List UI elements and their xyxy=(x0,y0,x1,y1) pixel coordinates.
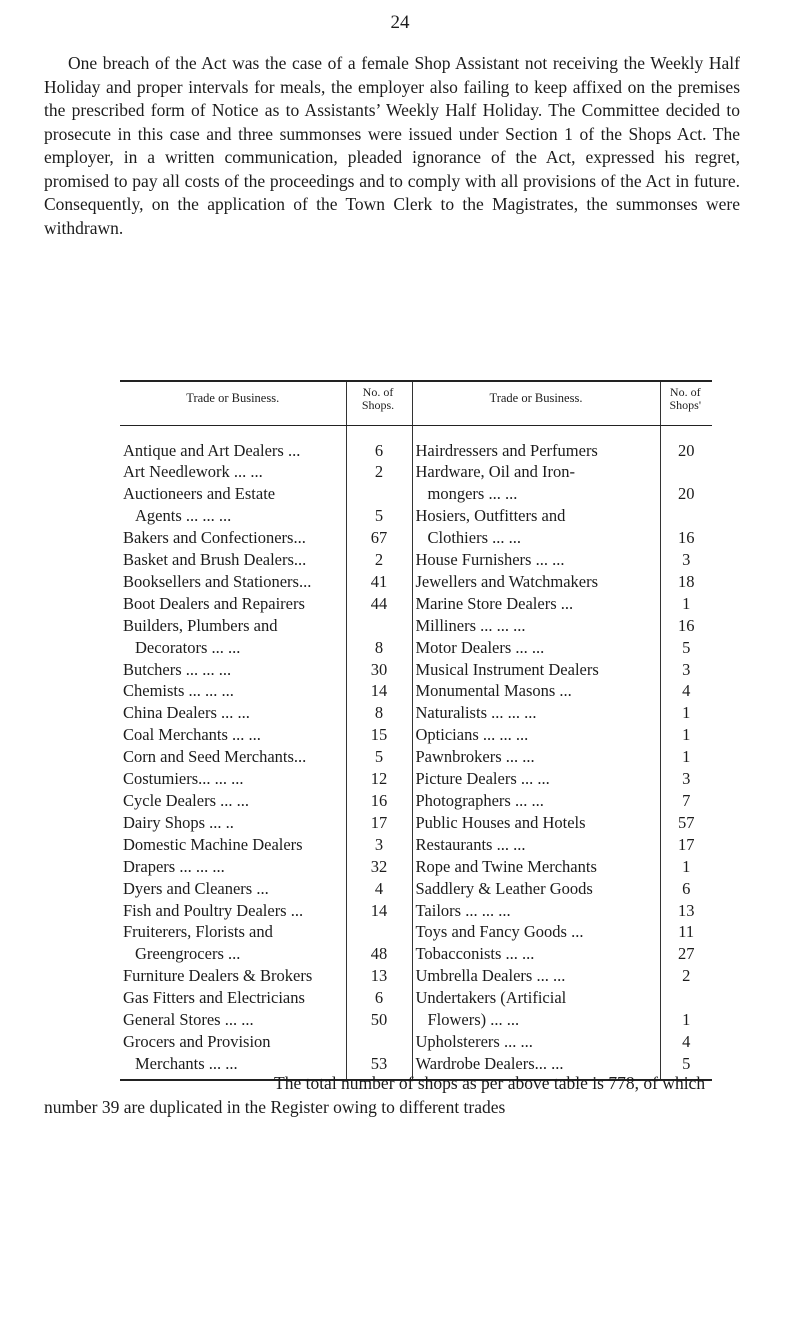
left-count-text: 44 xyxy=(370,593,388,613)
right-count-cell xyxy=(660,724,712,746)
right-count-cell xyxy=(660,878,712,900)
table-row xyxy=(120,965,712,987)
right-count-cell xyxy=(660,768,712,790)
table-row xyxy=(120,571,712,593)
table-row xyxy=(120,768,712,790)
table-row xyxy=(120,702,712,724)
table-row xyxy=(120,615,712,637)
right-trade-text: Naturalists ... ... ... xyxy=(415,703,537,723)
left-count-cell xyxy=(346,768,412,790)
right-trade-cell xyxy=(412,834,660,856)
right-trade-text: Photographers ... ... xyxy=(415,791,544,810)
right-count-cell xyxy=(660,1009,712,1031)
table-row xyxy=(120,856,712,878)
right-count-cell xyxy=(660,593,712,615)
right-trade-text: Rope and Twine Merchants xyxy=(415,856,597,876)
right-count-cell xyxy=(660,812,712,834)
left-count-cell xyxy=(346,790,412,812)
left-trade-cell xyxy=(120,746,346,768)
table-row xyxy=(120,834,712,856)
right-count-cell xyxy=(660,900,712,922)
right-trade-text: Wardrobe Dealers... ... xyxy=(415,1053,564,1073)
table-row xyxy=(120,593,712,615)
table-row xyxy=(120,746,712,768)
right-count-cell xyxy=(660,965,712,987)
right-trade-cell xyxy=(412,702,660,724)
left-count-text: 41 xyxy=(370,571,388,591)
left-trade-cell xyxy=(120,593,346,615)
left-trade-text: Gas Fitters and Electricians xyxy=(123,988,305,1008)
left-trade-cell xyxy=(120,615,346,637)
right-count-text: 7 xyxy=(682,791,691,810)
left-count-cell xyxy=(346,856,412,878)
table-row xyxy=(120,943,712,965)
left-trade-text: Builders, Plumbers and xyxy=(123,615,278,635)
left-count-text: 3 xyxy=(374,834,384,854)
header-trade-right: Trade or Business. xyxy=(412,381,660,425)
right-trade-cell xyxy=(412,659,660,681)
right-trade-cell xyxy=(412,571,660,593)
right-count-text: 1 xyxy=(682,593,691,613)
right-trade-cell xyxy=(412,746,660,768)
left-trade-cell xyxy=(120,527,346,549)
left-count-cell xyxy=(346,746,412,768)
left-trade-text: Corn and Seed Merchants... xyxy=(123,747,307,767)
table-row xyxy=(120,461,712,483)
table-header-row xyxy=(120,381,712,425)
right-trade-text: Upholsterers ... ... xyxy=(415,1031,533,1051)
left-trade-cell xyxy=(120,790,346,812)
table-row xyxy=(120,921,712,943)
left-count-text: 12 xyxy=(370,769,388,789)
right-trade-text: Picture Dealers ... ... xyxy=(415,769,550,789)
right-trade-text: Undertakers (Artificial xyxy=(415,988,567,1008)
right-count-cell xyxy=(660,483,712,505)
left-trade-text: Fish and Poultry Dealers ... xyxy=(123,900,304,920)
right-trade-text: Hardware, Oil and Iron- xyxy=(415,462,575,482)
table-row xyxy=(120,900,712,922)
left-trade-text: Dyers and Cleaners ... xyxy=(123,878,269,898)
left-trade-cell xyxy=(120,856,346,878)
left-count-text: 15 xyxy=(370,725,388,745)
right-trade-text: Hosiers, Outfitters and xyxy=(415,506,566,526)
right-count-text: 3 xyxy=(682,550,691,570)
left-trade-text: Furniture Dealers & Brokers xyxy=(123,966,313,986)
right-count-text: 3 xyxy=(682,769,691,789)
right-trade-cell xyxy=(412,768,660,790)
right-count-text: 1 xyxy=(682,856,691,876)
table-row xyxy=(120,505,712,527)
right-trade-text: Motor Dealers ... ... xyxy=(415,637,545,657)
right-trade-cell xyxy=(412,724,660,746)
right-trade-cell xyxy=(412,615,660,637)
right-trade-text: Milliners ... ... ... xyxy=(415,615,526,635)
table-row xyxy=(120,790,712,812)
left-count-text: 13 xyxy=(370,966,388,986)
left-count-text: 5 xyxy=(374,506,384,526)
left-trade-text: Basket and Brush Dealers... xyxy=(123,550,307,570)
right-trade-text: mongers ... ... xyxy=(427,484,518,504)
right-count-cell xyxy=(660,746,712,768)
left-trade-cell xyxy=(120,505,346,527)
right-count-text: 4 xyxy=(682,1031,691,1051)
left-count-cell xyxy=(346,615,412,637)
left-count-text: 30 xyxy=(370,659,388,679)
left-count-cell xyxy=(346,921,412,943)
right-count-text: 3 xyxy=(682,659,691,679)
right-trade-text: Hairdressers and Perfumers xyxy=(415,440,598,460)
table-row xyxy=(120,1031,712,1053)
left-count-text: 32 xyxy=(370,856,388,876)
right-count-cell xyxy=(660,1031,712,1053)
left-trade-cell xyxy=(120,637,346,659)
right-trade-text: Monumental Masons ... xyxy=(415,681,572,701)
left-trade-cell xyxy=(120,768,346,790)
right-count-text: 1 xyxy=(682,703,691,723)
left-trade-cell xyxy=(120,483,346,505)
left-count-text: 2 xyxy=(374,462,384,482)
left-count-text: 16 xyxy=(370,791,388,810)
intro-paragraph: One breach of the Act was the case of a female Shop Assistant not receiving the Weekly Half Holiday and proper intervals for meals, the employer also failing to keep affixed on the premises the prescribed form of Notice as to Assistants’ Weekly Half Holiday. The Committee decided to prosecute in this case and three summonses were issued under Section 1 of the Shops Act. The employer, in a written communication, pleaded ignorance of the Act, expressed his regret, promised to pay all costs of the proceedings and to comply with all provisions of the Act in future. Consequently, on the application of the Town Clerk to the Magistrates, the summonses were withdrawn. xyxy=(44,53,740,238)
right-count-text: 5 xyxy=(682,637,691,657)
left-trade-text: Costumiers... ... ... xyxy=(123,769,244,789)
left-trade-text: Boot Dealers and Repairers xyxy=(123,593,305,613)
right-count-text: 6 xyxy=(682,878,691,898)
left-trade-text: Drapers ... ... ... xyxy=(123,856,225,876)
right-trade-cell xyxy=(412,461,660,483)
left-count-text: 4 xyxy=(374,878,384,898)
right-count-text: 13 xyxy=(678,900,695,920)
right-trade-text: Marine Store Dealers ... xyxy=(415,593,574,613)
left-trade-text: China Dealers ... ... xyxy=(123,703,250,723)
left-trade-text: Coal Merchants ... ... xyxy=(123,725,261,745)
left-trade-cell xyxy=(120,834,346,856)
right-trade-text: Umbrella Dealers ... ... xyxy=(415,966,566,986)
left-count-cell xyxy=(346,505,412,527)
left-trade-text: Cycle Dealers ... ... xyxy=(123,791,249,810)
right-trade-text: Toys and Fancy Goods ... xyxy=(415,922,584,942)
left-trade-cell xyxy=(120,900,346,922)
left-trade-text: Butchers ... ... ... xyxy=(123,659,232,679)
left-count-text: 5 xyxy=(374,747,384,767)
right-count-text: 1 xyxy=(682,725,691,745)
left-count-text: 48 xyxy=(370,944,388,964)
left-count-cell xyxy=(346,593,412,615)
right-trade-cell xyxy=(412,593,660,615)
left-trade-text: Decorators ... ... xyxy=(135,637,241,657)
left-trade-text: Agents ... ... ... xyxy=(135,506,232,526)
left-count-cell xyxy=(346,461,412,483)
left-trade-text: Art Needlework ... ... xyxy=(123,462,263,482)
left-count-cell xyxy=(346,483,412,505)
left-count-cell xyxy=(346,965,412,987)
right-trade-text: Flowers) ... ... xyxy=(427,1010,520,1030)
left-trade-cell xyxy=(120,571,346,593)
left-count-cell xyxy=(346,943,412,965)
right-trade-cell xyxy=(412,505,660,527)
right-count-cell xyxy=(660,505,712,527)
right-trade-text: Restaurants ... ... xyxy=(415,834,526,854)
table-body xyxy=(120,425,712,1080)
left-trade-cell xyxy=(120,724,346,746)
left-count-cell xyxy=(346,637,412,659)
left-trade-cell xyxy=(120,987,346,1009)
left-trade-cell xyxy=(120,878,346,900)
table-row xyxy=(120,724,712,746)
left-count-cell xyxy=(346,527,412,549)
table-row xyxy=(120,549,712,571)
left-trade-cell xyxy=(120,965,346,987)
left-count-cell xyxy=(346,659,412,681)
left-count-cell xyxy=(346,724,412,746)
left-count-cell xyxy=(346,549,412,571)
right-trade-cell xyxy=(412,812,660,834)
right-count-cell xyxy=(660,680,712,702)
left-count-text: 6 xyxy=(374,988,384,1008)
right-count-cell xyxy=(660,549,712,571)
table-row xyxy=(120,637,712,659)
left-count-text: 17 xyxy=(370,812,388,832)
left-trade-text: Fruiterers, Florists and xyxy=(123,922,273,942)
right-count-cell xyxy=(660,571,712,593)
right-count-cell xyxy=(660,943,712,965)
right-count-text: 16 xyxy=(678,528,695,548)
right-trade-cell xyxy=(412,987,660,1009)
table-row xyxy=(120,527,712,549)
left-trade-text: Domestic Machine Dealers xyxy=(123,834,303,854)
right-count-text: 20 xyxy=(678,440,695,460)
header-shops-right: No. of Shops' xyxy=(660,381,712,425)
right-trade-text: Opticians ... ... ... xyxy=(415,725,529,745)
left-trade-text: Dairy Shops ... .. xyxy=(123,812,234,832)
left-count-cell xyxy=(346,812,412,834)
right-count-cell xyxy=(660,440,712,462)
right-trade-text: Tailors ... ... ... xyxy=(415,900,511,920)
table-row xyxy=(120,987,712,1009)
header-shops-left: No. of Shops. xyxy=(346,381,412,425)
shops-table xyxy=(120,380,712,1081)
right-count-text: 27 xyxy=(678,944,695,964)
right-count-cell xyxy=(660,834,712,856)
right-count-text: 5 xyxy=(682,1053,691,1073)
left-count-text: 6 xyxy=(374,440,384,460)
table-spacer-row xyxy=(120,425,712,440)
left-trade-cell xyxy=(120,549,346,571)
table-row xyxy=(120,812,712,834)
left-trade-cell xyxy=(120,680,346,702)
right-count-text: 17 xyxy=(678,834,695,854)
left-trade-cell xyxy=(120,440,346,462)
right-trade-cell xyxy=(412,680,660,702)
right-trade-cell xyxy=(412,440,660,462)
left-count-cell xyxy=(346,834,412,856)
left-count-cell xyxy=(346,900,412,922)
right-count-cell xyxy=(660,856,712,878)
left-trade-cell xyxy=(120,1031,346,1053)
table-row xyxy=(120,878,712,900)
right-trade-cell xyxy=(412,900,660,922)
left-count-cell xyxy=(346,1031,412,1053)
header-trade-left: Trade or Business. xyxy=(120,381,346,425)
right-count-text: 1 xyxy=(682,747,691,767)
right-trade-cell xyxy=(412,790,660,812)
right-count-cell xyxy=(660,659,712,681)
left-trade-text: Merchants ... ... xyxy=(135,1053,238,1073)
right-trade-cell xyxy=(412,483,660,505)
left-trade-cell xyxy=(120,702,346,724)
left-count-cell xyxy=(346,1009,412,1031)
left-count-text: 2 xyxy=(374,550,384,570)
right-count-text: 1 xyxy=(682,1010,691,1030)
left-count-text: 67 xyxy=(370,528,388,548)
left-count-cell xyxy=(346,878,412,900)
table-row xyxy=(120,1009,712,1031)
right-trade-cell xyxy=(412,549,660,571)
right-trade-cell xyxy=(412,527,660,549)
right-count-text: 18 xyxy=(678,571,695,591)
left-trade-cell xyxy=(120,812,346,834)
right-count-cell xyxy=(660,527,712,549)
right-count-cell xyxy=(660,615,712,637)
left-trade-text: Booksellers and Stationers... xyxy=(123,571,312,591)
closing-paragraph: The total number of shops as per above table is 778, of which number 39 are duplicated in the Register owing to different trades xyxy=(44,1073,706,1117)
left-count-text: 14 xyxy=(370,900,388,920)
left-trade-text: Auctioneers and Estate xyxy=(123,484,276,504)
right-count-cell xyxy=(660,702,712,724)
right-count-text: 4 xyxy=(682,681,691,701)
table-row xyxy=(120,680,712,702)
left-trade-text: Antique and Art Dealers ... xyxy=(123,440,301,460)
left-count-text: 8 xyxy=(374,703,384,723)
left-count-text: 53 xyxy=(370,1053,388,1073)
right-count-text: 2 xyxy=(682,966,691,986)
table-row xyxy=(120,440,712,462)
left-count-cell xyxy=(346,987,412,1009)
left-trade-text: Chemists ... ... ... xyxy=(123,681,234,701)
left-count-cell xyxy=(346,571,412,593)
left-trade-text: Greengrocers ... xyxy=(135,944,241,964)
left-trade-text: General Stores ... ... xyxy=(123,1010,254,1030)
left-count-cell xyxy=(346,680,412,702)
left-trade-text: Bakers and Confectioners... xyxy=(123,528,306,548)
right-trade-cell xyxy=(412,1031,660,1053)
right-trade-text: Jewellers and Watchmakers xyxy=(415,571,599,591)
right-trade-cell xyxy=(412,637,660,659)
right-trade-text: Saddlery & Leather Goods xyxy=(415,878,593,898)
right-trade-text: House Furnishers ... ... xyxy=(415,550,565,570)
right-trade-cell xyxy=(412,878,660,900)
left-count-cell xyxy=(346,702,412,724)
right-count-text: 20 xyxy=(678,484,695,504)
left-trade-cell xyxy=(120,461,346,483)
table-row xyxy=(120,659,712,681)
right-trade-cell xyxy=(412,856,660,878)
right-count-cell xyxy=(660,921,712,943)
left-trade-cell xyxy=(120,659,346,681)
left-count-text: 50 xyxy=(370,1010,388,1030)
page-number: 24 xyxy=(390,12,410,33)
right-trade-text: Clothiers ... ... xyxy=(427,528,521,548)
left-count-text: 14 xyxy=(370,681,388,701)
right-count-cell xyxy=(660,637,712,659)
right-trade-cell xyxy=(412,921,660,943)
left-count-cell xyxy=(346,440,412,462)
right-count-cell xyxy=(660,790,712,812)
left-trade-cell xyxy=(120,1009,346,1031)
right-count-cell xyxy=(660,461,712,483)
right-trade-cell xyxy=(412,943,660,965)
right-trade-cell xyxy=(412,1009,660,1031)
right-count-text: 57 xyxy=(678,812,695,832)
left-trade-cell xyxy=(120,921,346,943)
right-trade-cell xyxy=(412,965,660,987)
right-trade-text: Tobacconists ... ... xyxy=(415,944,535,964)
table-row xyxy=(120,483,712,505)
left-trade-text: Grocers and Provision xyxy=(123,1031,271,1051)
right-count-cell xyxy=(660,987,712,1009)
right-trade-text: Musical Instrument Dealers xyxy=(415,659,599,679)
right-trade-text: Public Houses and Hotels xyxy=(415,812,586,832)
right-count-text: 16 xyxy=(678,615,695,635)
left-trade-cell xyxy=(120,943,346,965)
right-trade-text: Pawnbrokers ... ... xyxy=(415,747,535,767)
left-count-text: 8 xyxy=(374,637,384,657)
right-count-text: 11 xyxy=(678,922,695,942)
